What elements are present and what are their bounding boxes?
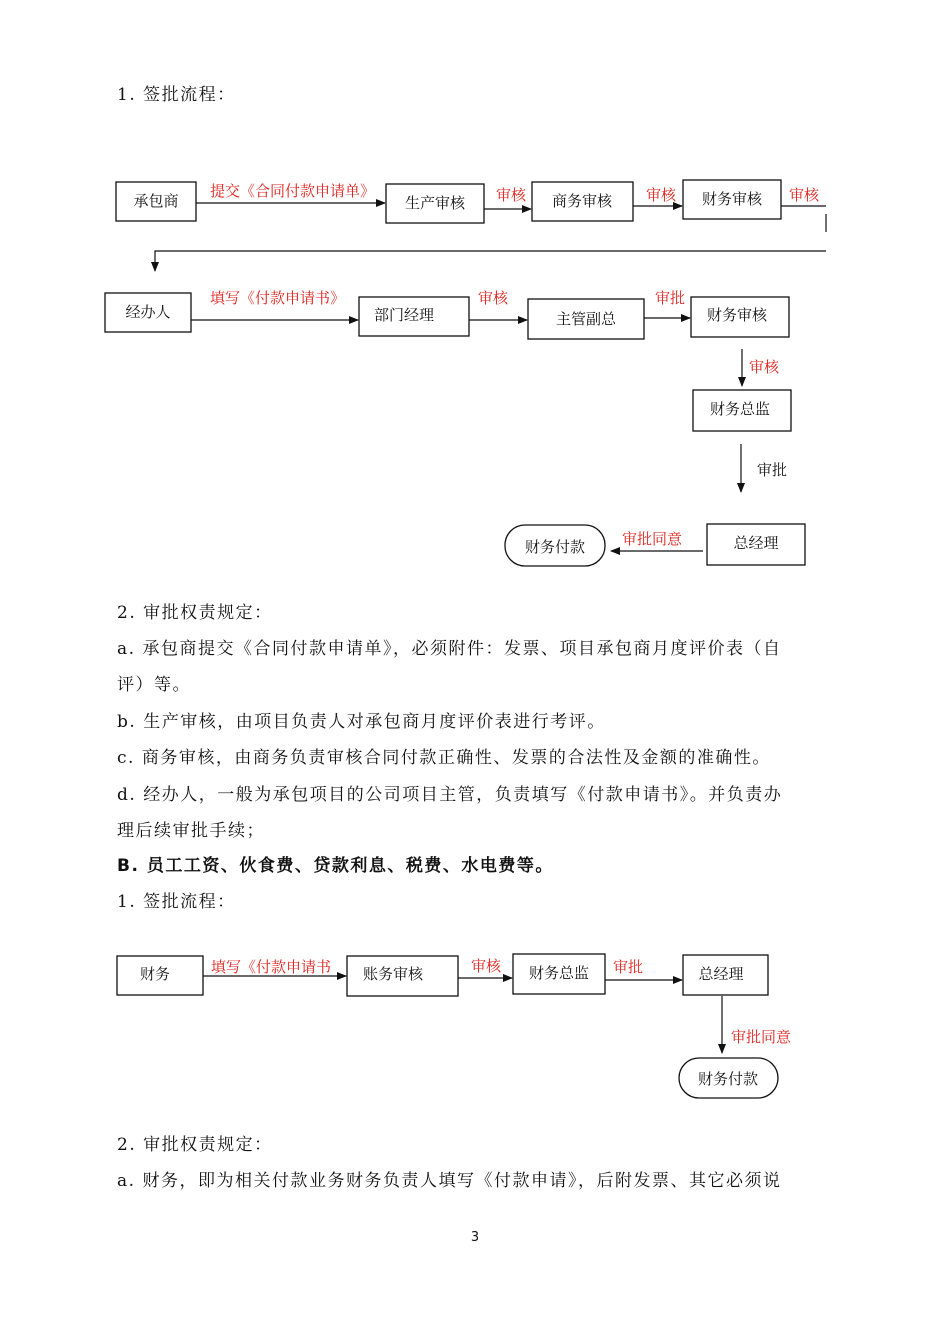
box-account-review-label: 账务审核 [362, 965, 424, 983]
box-production-review-label: 生产审核 [404, 194, 466, 212]
box-department-manager [359, 297, 469, 336]
label-review-3: 审核 [789, 186, 820, 204]
box-handler [105, 293, 191, 332]
box-account-review [347, 956, 458, 996]
box-finance-payment-b [679, 1058, 778, 1098]
box-cfo-label: 财务总监 [709, 400, 771, 418]
box-finance-review-1-label: 财务审核 [701, 190, 763, 208]
label-b-approve-agree: 审批同意 [731, 1028, 792, 1046]
box-finance-payment [505, 525, 605, 566]
label-approve-2: 审批 [757, 461, 788, 479]
rule-d-line1: d. 经办人，一般为承包项目的公司项目主管，负责填写《付款申请书》。并负责办 [117, 785, 783, 805]
rules-heading-1: 2. 审批权责规定： [117, 603, 273, 623]
rules-heading-b: 2. 审批权责规定： [117, 1135, 273, 1155]
box-cfo [693, 390, 791, 431]
section-b-title: B. 员工工资、伙食费、贷款利息、税费、水电费等。 [117, 856, 554, 876]
box-finance-review-2-label: 财务审核 [706, 306, 768, 324]
rule-a-line2: 评）等。 [117, 675, 191, 695]
flow-heading-1: 1. 签批流程： [117, 85, 236, 105]
box-commercial-review [532, 182, 633, 221]
page-number: 3 [470, 1230, 480, 1245]
box-cfo-b [513, 954, 605, 994]
flow-heading-b: 1. 签批流程： [117, 892, 236, 912]
box-department-manager-label: 部门经理 [373, 306, 435, 324]
label-approve-agree-1: 审批同意 [622, 530, 683, 548]
box-deputy-gm [528, 299, 644, 339]
label-approve-1: 审批 [655, 289, 686, 307]
box-handler-label: 经办人 [125, 303, 171, 321]
box-general-manager-label: 总经理 [733, 534, 779, 552]
rule-c: c. 商务审核，由商务负责审核合同付款正确性、发票的合法性及金额的准确性。 [117, 748, 771, 768]
box-production-review [386, 184, 484, 223]
rule-d-line2: 理后续审批手续； [117, 821, 265, 841]
label-review-5: 审核 [749, 358, 780, 376]
box-finance-b-label: 财务 [139, 965, 171, 983]
box-finance-payment-label: 财务付款 [524, 538, 586, 556]
box-general-manager-b [683, 955, 768, 995]
box-finance-payment-b-label: 财务付款 [697, 1070, 759, 1088]
box-deputy-gm-label: 主管副总 [555, 310, 617, 328]
rule-b-a: a. 财务，即为相关付款业务财务负责人填写《付款申请》，后附发票、其它必须说 [117, 1171, 782, 1191]
label-fill-payment-request: 填写《付款申请书》 [210, 289, 346, 307]
box-commercial-review-label: 商务审核 [551, 192, 613, 210]
label-review-1: 审核 [496, 186, 527, 204]
box-contractor [116, 182, 196, 221]
box-finance-review-1 [683, 180, 781, 219]
label-submit-contract-form: 提交《合同付款申请单》 [210, 182, 376, 200]
rule-b: b. 生产审核，由项目负责人对承包商月度评价表进行考评。 [117, 712, 606, 732]
box-contractor-label: 承包商 [133, 192, 179, 210]
label-b-approve: 审批 [613, 958, 644, 976]
label-b-fill-request: 填写《付款申请书 [211, 958, 332, 976]
box-general-manager [707, 524, 805, 565]
label-review-4: 审核 [478, 289, 509, 307]
box-cfo-b-label: 财务总监 [528, 964, 590, 982]
rule-a-line1: a. 承包商提交《合同付款申请单》，必须附件：发票、项目承包商月度评价表（自 [117, 639, 782, 659]
box-finance-b [117, 956, 203, 995]
box-general-manager-b-label: 总经理 [698, 965, 744, 983]
label-b-review: 审核 [471, 957, 502, 975]
box-finance-review-2 [691, 297, 789, 337]
connector-wrap-to-row2 [155, 251, 826, 271]
label-review-2: 审核 [646, 186, 677, 204]
